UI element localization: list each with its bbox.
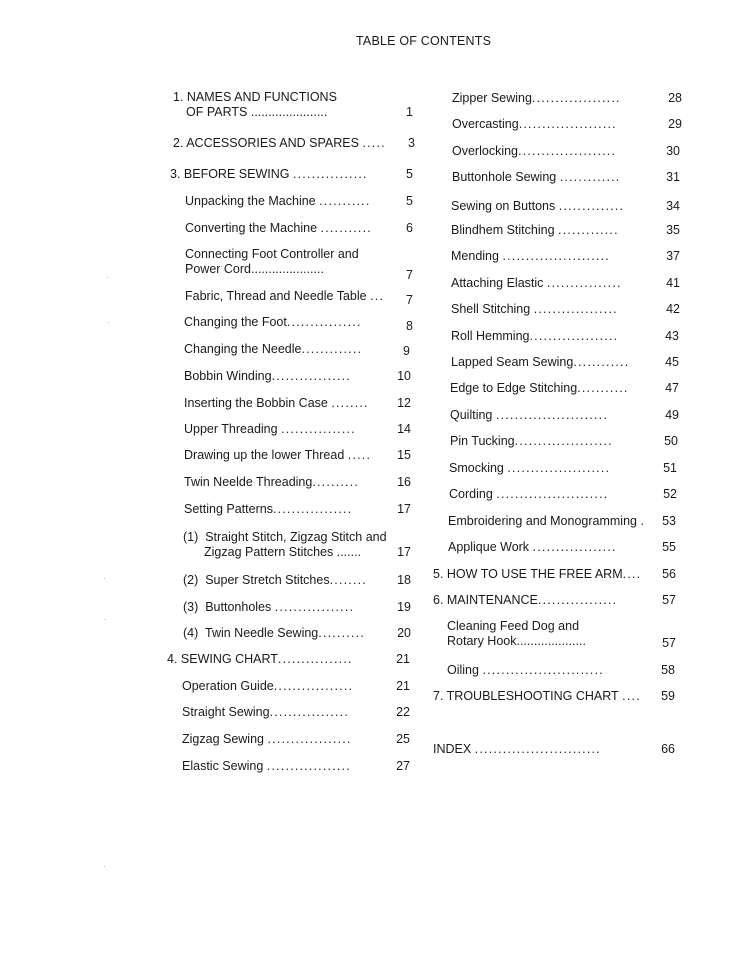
toc-leader-dots: .............	[301, 342, 363, 356]
toc-entry-label: Cleaning Feed Dog and	[447, 619, 580, 633]
scan-speck: ·	[107, 318, 110, 327]
toc-leader-dots: ...	[370, 289, 385, 303]
toc-leader-dots: .	[640, 514, 646, 528]
toc-page-number: 45	[665, 355, 679, 369]
toc-page-number: 5	[406, 194, 413, 208]
toc-page-number: 53	[662, 514, 676, 528]
toc-entry-blindhem[interactable]	[451, 223, 680, 238]
toc-entry-fabric-table[interactable]	[185, 289, 413, 307]
toc-entry-label: Blindhem Stitching	[451, 223, 555, 237]
toc-leader-dots: ...........................	[474, 742, 601, 756]
toc-entry-label: Upper Threading	[184, 422, 278, 436]
toc-entry-label: Twin Neelde Threading	[184, 475, 313, 489]
toc-leader-dots: ...........	[320, 221, 372, 235]
toc-leader-dots: ...........	[319, 194, 371, 208]
toc-entry-label: Mending	[451, 249, 499, 263]
toc-leader-dots: ..........	[318, 626, 365, 640]
toc-leader-dots: ........................	[496, 487, 609, 501]
toc-page-number: 17	[397, 502, 411, 516]
toc-entry-label: Rotary Hook	[447, 634, 517, 648]
toc-page-number: 10	[397, 369, 411, 383]
scan-speck: ·	[103, 574, 106, 583]
toc-entry-label: 1. NAMES AND FUNCTIONS	[173, 90, 337, 104]
toc-entry-embroidering[interactable]	[448, 514, 676, 529]
toc-entry-label: Cording	[449, 487, 493, 501]
toc-entry-label: (1) Straight Stitch, Zigzag Stitch and	[183, 530, 387, 544]
toc-entry-oiling[interactable]	[447, 663, 675, 678]
toc-entry-label: 2. ACCESSORIES AND SPARES	[173, 136, 359, 150]
toc-entry-roll-hemming[interactable]	[451, 329, 679, 344]
toc-page-number: 57	[662, 636, 676, 650]
toc-leader-dots: ..................	[532, 540, 617, 554]
toc-entry-foot-controller[interactable]	[185, 247, 413, 282]
toc-entry-maintenance[interactable]	[433, 593, 676, 608]
toc-entry-bobbin-case[interactable]	[184, 396, 411, 411]
toc-entry-names-and-functions[interactable]	[173, 90, 413, 120]
toc-entry-label: 6. MAINTENANCE	[433, 593, 538, 607]
toc-entry-label: Roll Hemming	[451, 329, 530, 343]
toc-entry-label: Attaching Elastic	[451, 276, 544, 290]
toc-entry-label: 4. SEWING CHART	[167, 652, 278, 666]
toc-entry-lower-thread[interactable]	[184, 448, 411, 463]
toc-entry-label: Zipper Sewing	[452, 91, 532, 105]
toc-entry-label: Bobbin Winding	[184, 369, 272, 383]
toc-entry-label: Setting Patterns	[184, 502, 273, 516]
toc-entry-elastic-sewing[interactable]	[182, 759, 410, 774]
toc-leader-dots: .....................	[514, 434, 613, 448]
toc-page-number: 47	[665, 381, 679, 395]
toc-leader-dots: ....	[622, 689, 641, 703]
toc-page-number: 27	[396, 759, 410, 773]
toc-entry-label: Buttonhole Sewing	[452, 170, 557, 184]
toc-leader-dots: ........	[331, 396, 369, 410]
toc-page-number: 30	[666, 144, 680, 158]
toc-leader-dots: ................	[292, 167, 368, 181]
toc-leader-dots: ................	[546, 276, 622, 290]
toc-leader-dots: ....	[622, 567, 642, 581]
toc-entry-label: Lapped Seam Sewing	[451, 355, 574, 369]
toc-entry-lapped-seam[interactable]	[451, 355, 679, 370]
toc-leader-dots: .....	[362, 136, 386, 150]
toc-leader-dots: ................	[277, 652, 353, 666]
toc-leader-dots: ......................	[507, 461, 611, 475]
toc-leader-dots: ..................	[533, 302, 618, 316]
toc-entry-label: Power Cord	[185, 262, 251, 276]
toc-entry-twin-needle-sewing[interactable]	[183, 626, 411, 641]
toc-entry-troubleshooting[interactable]	[433, 689, 675, 704]
toc-leader-dots: ............	[573, 355, 630, 369]
toc-page-number: 22	[396, 705, 410, 719]
toc-entry-overcasting[interactable]	[452, 117, 682, 132]
toc-page-number: 66	[661, 742, 675, 756]
toc-page-number: 41	[666, 276, 680, 290]
toc-entry-label: (4) Twin Needle Sewing	[183, 626, 319, 640]
toc-leader-dots: .....	[347, 448, 372, 462]
toc-leader-dots: ..........	[312, 475, 360, 489]
toc-page-number: 37	[666, 249, 680, 263]
toc-page-number: 35	[666, 223, 680, 237]
toc-leader-dots: .................	[272, 502, 353, 516]
toc-entry-label: Smocking	[449, 461, 504, 475]
toc-page-number: 29	[668, 117, 682, 131]
toc-entry-cleaning-feed-dog[interactable]	[447, 619, 676, 649]
toc-entry-edge-to-edge[interactable]	[450, 381, 679, 396]
toc-page-number: 56	[662, 567, 676, 581]
toc-page-number: 12	[397, 396, 411, 410]
toc-leader-dots: ................	[281, 422, 356, 436]
scan-speck: ·	[103, 862, 106, 871]
toc-entry-label: 5. HOW TO USE THE FREE ARM	[433, 567, 623, 581]
toc-page-number: 59	[661, 689, 675, 703]
toc-leader-dots: ......................	[250, 105, 328, 119]
toc-entry-straight-sewing[interactable]	[182, 705, 410, 720]
toc-leader-dots: ..................	[266, 759, 351, 773]
toc-page-number: 7	[406, 293, 413, 307]
toc-page-number: 50	[664, 434, 678, 448]
toc-leader-dots: .....................	[518, 144, 617, 158]
toc-page-number: 6	[406, 221, 413, 235]
toc-entry-pin-tucking[interactable]	[450, 434, 678, 449]
toc-entry-label: 7. TROUBLESHOOTING CHART	[433, 689, 619, 703]
toc-entry-accessories[interactable]	[173, 136, 415, 151]
toc-entry-before-sewing[interactable]	[170, 167, 413, 182]
toc-leader-dots: ........................	[495, 408, 609, 422]
toc-entry-zigzag-sewing[interactable]	[182, 732, 410, 747]
toc-entry-mending[interactable]	[451, 249, 680, 264]
toc-page-number: 49	[665, 408, 679, 422]
toc-entry-label: Changing the Needle	[184, 342, 302, 356]
toc-page-number: 31	[666, 170, 680, 184]
toc-entry-cording[interactable]	[449, 487, 677, 502]
toc-entry-label: Unpacking the Machine	[185, 194, 316, 208]
toc-entry-label: Applique Work	[448, 540, 530, 554]
toc-page-number: 17	[397, 545, 411, 559]
toc-entry-twin-needle-threading[interactable]	[184, 475, 411, 490]
toc-entry-overlocking[interactable]	[452, 144, 680, 159]
toc-entry-upper-threading[interactable]	[184, 422, 411, 437]
toc-leader-dots: .................	[271, 369, 352, 383]
toc-page-number: 43	[665, 329, 679, 343]
page-title: TABLE OF CONTENTS	[356, 34, 492, 48]
toc-page-number: 15	[397, 448, 411, 462]
toc-page-number: 55	[662, 540, 676, 554]
toc-entry-label: Changing the Foot	[184, 315, 287, 329]
toc-leader-dots: .......	[336, 545, 362, 559]
toc-page-number: 20	[397, 626, 411, 640]
toc-leader-dots: .....................	[518, 117, 617, 131]
toc-page-number: 58	[661, 663, 675, 677]
toc-leader-dots: ...................	[531, 91, 621, 105]
toc-page-number: 42	[666, 302, 680, 316]
toc-entry-label: Fabric, Thread and Needle Table	[185, 289, 367, 303]
toc-entry-free-arm[interactable]	[433, 567, 676, 582]
toc-entry-super-stretch[interactable]	[183, 573, 411, 588]
toc-entry-zipper-sewing[interactable]	[452, 91, 682, 106]
toc-leader-dots: .......................	[502, 249, 610, 263]
toc-entry-unpacking[interactable]	[185, 194, 413, 209]
toc-entry-label: Zigzag Sewing	[182, 732, 264, 746]
toc-leader-dots: ........	[329, 573, 367, 587]
toc-entry-attaching-elastic[interactable]	[451, 276, 680, 291]
scan-speck: ·	[104, 615, 107, 624]
toc-entry-label: (3) Buttonholes	[183, 600, 272, 614]
toc-entry-label: Overcasting	[452, 117, 519, 131]
toc-leader-dots: ................	[286, 315, 362, 329]
toc-entry-straight-zigzag[interactable]	[183, 530, 411, 560]
toc-leader-dots: ...................	[529, 329, 619, 343]
toc-entry-label: Connecting Foot Controller and	[185, 247, 359, 261]
toc-leader-dots: ..........................	[482, 663, 604, 677]
toc-page-number: 21	[396, 652, 410, 666]
toc-entry-label: Quilting	[450, 408, 493, 422]
toc-entry-quilting[interactable]	[450, 408, 679, 423]
toc-leader-dots: .....................	[251, 262, 324, 276]
scan-speck: ·	[106, 273, 109, 282]
toc-entry-label: Operation Guide	[182, 679, 274, 693]
toc-entry-label: Edge to Edge Stitching	[450, 381, 578, 395]
toc-leader-dots: ....................	[516, 634, 586, 648]
toc-entry-sewing-on-buttons[interactable]	[451, 199, 680, 214]
toc-entry-label: Inserting the Bobbin Case	[184, 396, 328, 410]
toc-entry-label: Embroidering and Monogramming	[448, 514, 637, 528]
toc-entry-changing-foot[interactable]	[184, 315, 413, 333]
toc-entry-label: Oiling	[447, 663, 479, 677]
toc-leader-dots: .................	[269, 705, 350, 719]
toc-entry-label: Zigzag Pattern Stitches	[204, 545, 334, 559]
toc-entry-applique[interactable]	[448, 540, 676, 555]
toc-leader-dots: ..............	[558, 199, 625, 213]
toc-entry-sewing-chart[interactable]	[167, 652, 410, 667]
toc-entry-smocking[interactable]	[449, 461, 677, 476]
toc-page-number: 3	[408, 136, 415, 150]
toc-page-number: 18	[397, 573, 411, 587]
toc-page-number: 51	[663, 461, 677, 475]
toc-entry-label: Elastic Sewing	[182, 759, 264, 773]
toc-entry-label: Converting the Machine	[185, 221, 318, 235]
toc-page-number: 9	[403, 344, 410, 358]
toc-entry-index[interactable]	[433, 742, 675, 757]
toc-page-number: 8	[406, 319, 413, 333]
toc-entry-label: Shell Stitching	[451, 302, 531, 316]
toc-page-number: 5	[406, 167, 413, 181]
toc-page-number: 14	[397, 422, 411, 436]
toc-page-number: 57	[662, 593, 676, 607]
toc-page-number: 28	[668, 91, 682, 105]
toc-entry-label: Drawing up the lower Thread	[184, 448, 345, 462]
toc-leader-dots: .................	[273, 679, 354, 693]
toc-page-number: 21	[396, 679, 410, 693]
toc-entry-label: INDEX	[433, 742, 472, 756]
toc-entry-bobbin-winding[interactable]	[184, 369, 411, 384]
toc-page-number: 1	[406, 105, 413, 119]
toc-entry-shell-stitching[interactable]	[451, 302, 680, 317]
toc-leader-dots: ...........	[577, 381, 629, 395]
toc-entry-changing-needle[interactable]	[184, 342, 410, 357]
toc-leader-dots: .............	[558, 223, 619, 237]
toc-entry-operation-guide[interactable]	[182, 679, 410, 694]
toc-entry-buttonhole-sewing[interactable]	[452, 170, 680, 185]
toc-leader-dots: ..................	[267, 732, 352, 746]
toc-leader-dots: .................	[537, 593, 618, 607]
toc-entry-label: Straight Sewing	[182, 705, 270, 719]
toc-leader-dots: .............	[559, 170, 621, 184]
toc-page-number: 7	[406, 268, 413, 282]
toc-entry-label: 3. BEFORE SEWING	[170, 167, 290, 181]
toc-entry-label: OF PARTS	[186, 105, 248, 119]
toc-page-number: 34	[666, 199, 680, 213]
toc-entry-setting-patterns[interactable]	[184, 502, 411, 517]
toc-leader-dots: .................	[274, 600, 355, 614]
toc-page-number: 25	[396, 732, 410, 746]
toc-entry-label: Pin Tucking	[450, 434, 515, 448]
toc-entry-buttonholes[interactable]	[183, 600, 411, 615]
toc-page-number: 16	[397, 475, 411, 489]
toc-page-number: 19	[397, 600, 411, 614]
toc-entry-label: Sewing on Buttons	[451, 199, 556, 213]
toc-entry-label: Overlocking	[452, 144, 518, 158]
toc-entry-converting[interactable]	[185, 221, 413, 236]
toc-entry-label: (2) Super Stretch Stitches	[183, 573, 330, 587]
toc-page-number: 52	[663, 487, 677, 501]
